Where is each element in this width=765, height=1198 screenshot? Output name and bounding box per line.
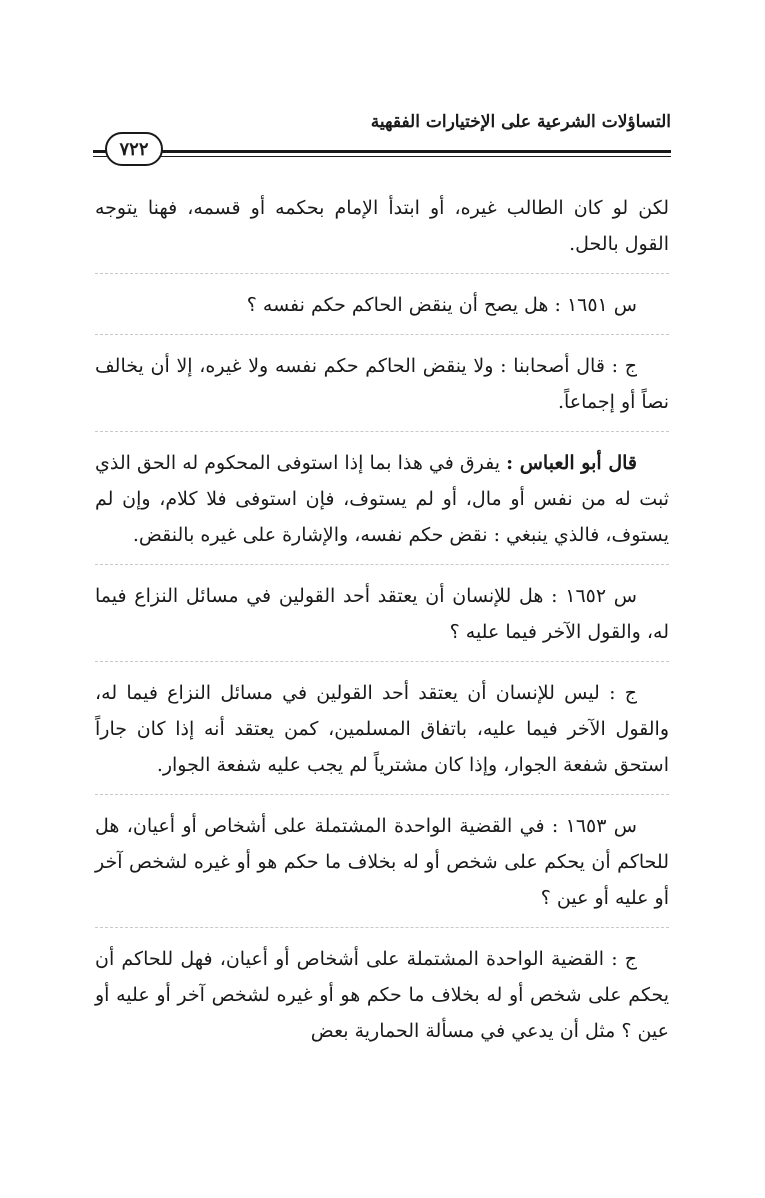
answer-paragraph — [95, 675, 669, 795]
paragraph-text: س ١٦٥١ : هل يصح أن ينقض الحاكم حكم نفسه ؟ — [246, 294, 637, 316]
page-number-badge: ٧٢٢ — [105, 132, 163, 166]
question-paragraph — [95, 808, 669, 928]
paragraph-text: س ١٦٥٣ : في القضية الواحدة المشتملة على أشخاص أو أعيان، هل للحاكم أن يحكم على شخص أو له بخلاف ما حكم هو أو غيره لشخص آخر أو عليه أو عين ؟ — [95, 815, 669, 909]
answer-paragraph — [95, 348, 669, 432]
book-title: التساؤلات الشرعية على الإختيارات الفقهية — [370, 112, 671, 132]
header-rule-thick — [93, 150, 671, 153]
page-body — [95, 190, 669, 1073]
running-header — [93, 112, 671, 166]
question-paragraph — [95, 578, 669, 662]
paragraph-text: ج : ليس للإنسان أن يعتقد أحد القولين في مسائل النزاع فيما له، والقول الآخر فيما عليه، باتفاق المسلمين، كمن يعتقد أنه إذا كان جاراً استحق شفعة الجوار، وإذا كان مشترياً لم يجب عليه شفعة الجوار. — [95, 682, 669, 776]
paragraph-text: س ١٦٥٢ : هل للإنسان أن يعتقد أحد القولين في مسائل النزاع فيما له، والقول الآخر فيما عليه ؟ — [95, 585, 669, 643]
paragraph-text: يفرق في هذا بما إذا استوفى المحكوم له الحق الذي ثبت له من نفس أو مال، أو لم يستوف، فإن استوفى فلا كلام، وإن لم يستوف، فالذي ينبغي : نقض حكم نفسه، والإشارة على غيره بالنقض. — [95, 452, 669, 546]
paragraph-text: ج : القضية الواحدة المشتملة على أشخاص أو أعيان، فهل للحاكم أن يحكم على شخص أو له بخلاف ما حكم هو أو غيره لشخص آخر أو عليه أو عين ؟ مثل أن يدعي في مسألة الحمارية بعض — [95, 948, 669, 1042]
answer-paragraph — [95, 941, 669, 1060]
question-paragraph — [95, 287, 669, 335]
header-rule-thin — [93, 156, 671, 157]
paragraph — [95, 190, 669, 274]
quote-paragraph — [95, 445, 669, 565]
speaker-lead: قال أبو العباس : — [506, 452, 637, 474]
paragraph-text: لكن لو كان الطالب غيره، أو ابتدأ الإمام بحكمه أو قسمه، فهنا يتوجه القول بالحل. — [95, 197, 669, 255]
paragraph-text: ج : قال أصحابنا : ولا ينقض الحاكم حكم نفسه ولا غيره، إلا أن يخالف نصاً أو إجماعاً. — [95, 355, 669, 413]
